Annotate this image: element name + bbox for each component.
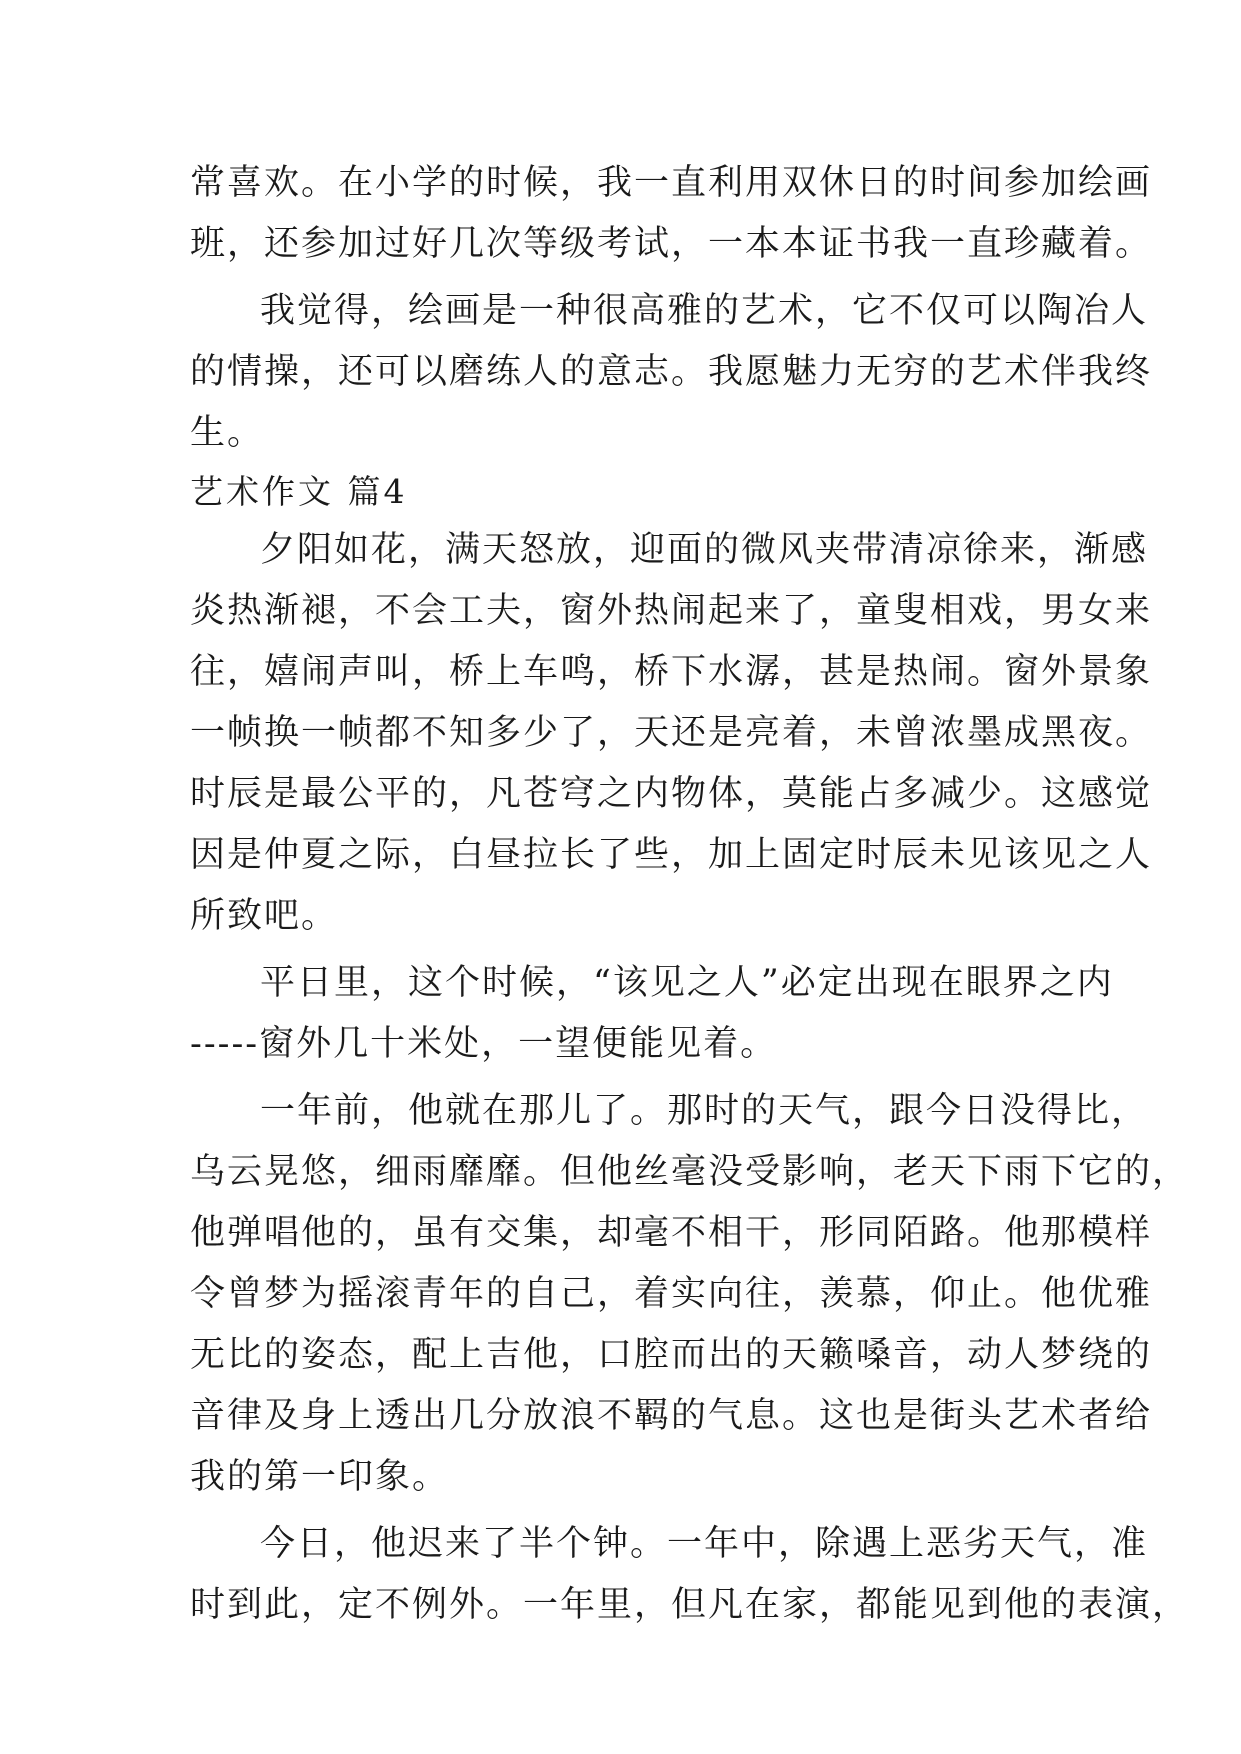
paragraph-line: 生。: [190, 413, 265, 453]
paragraph-line: 时辰是最公平的，凡苍穹之内物体，莫能占多减少。这感觉: [190, 774, 1153, 814]
paragraph-line: 令曾梦为摇滚青年的自己，着实向往，羡慕，仰止。他优雅: [190, 1274, 1153, 1314]
paragraph-line: -----窗外几十米处，一望便能见着。: [190, 1024, 778, 1064]
paragraph-line: 炎热渐褪，不会工夫，窗外热闹起来了，童叟相戏，男女来: [190, 591, 1153, 631]
section-heading: 艺术作文 篇4: [190, 472, 408, 511]
paragraph-line: 乌云晃悠，细雨靡靡。但他丝毫没受影响，老天下雨下它的，: [190, 1152, 1190, 1192]
paragraph-line: 我觉得，绘画是一种很高雅的艺术，它不仅可以陶冶人: [260, 291, 1149, 331]
paragraph-line: 音律及身上透出几分放浪不羁的气息。这也是街头艺术者给: [190, 1396, 1153, 1436]
paragraph-line: 所致吧。: [190, 896, 339, 936]
paragraph-line: 一帧换一帧都不知多少了，天还是亮着，未曾浓墨成黑夜。: [190, 713, 1153, 753]
paragraph-line: 往，嬉闹声叫，桥上车鸣，桥下水潺，甚是热闹。窗外景象: [190, 652, 1153, 692]
paragraph-line: 因是仲夏之际，白昼拉长了些，加上固定时辰未见该见之人: [190, 835, 1153, 875]
paragraph-line: 无比的姿态，配上吉他，口腔而出的天籁嗓音，动人梦绕的: [190, 1335, 1153, 1375]
paragraph-line: 平日里，这个时候，“该见之人”必定出现在眼界之内: [260, 963, 1114, 1003]
paragraph-line: 我的第一印象。: [190, 1457, 450, 1497]
paragraph-line: 的情操，还可以磨练人的意志。我愿魅力无穷的艺术伴我终: [190, 352, 1153, 392]
paragraph-line: 常喜欢。在小学的时候，我一直利用双休日的时间参加绘画: [190, 163, 1153, 203]
document-body: [190, 153, 1190, 1636]
paragraph-line: 今日，他迟来了半个钟。一年中，除遇上恶劣天气，准: [260, 1524, 1149, 1564]
paragraph-line: 夕阳如花，满天怒放，迎面的微风夹带清凉徐来，渐感: [260, 530, 1149, 570]
paragraph-line: 班，还参加过好几次等级考试，一本本证书我一直珍藏着。: [190, 224, 1153, 264]
paragraph-line: 时到此，定不例外。一年里，但凡在家，都能见到他的表演，: [190, 1585, 1190, 1625]
paragraph-line: 他弹唱他的，虽有交集，却毫不相干，形同陌路。他那模样: [190, 1213, 1153, 1253]
paragraph-line: 一年前，他就在那儿了。那时的天气，跟今日没得比，: [260, 1091, 1149, 1131]
